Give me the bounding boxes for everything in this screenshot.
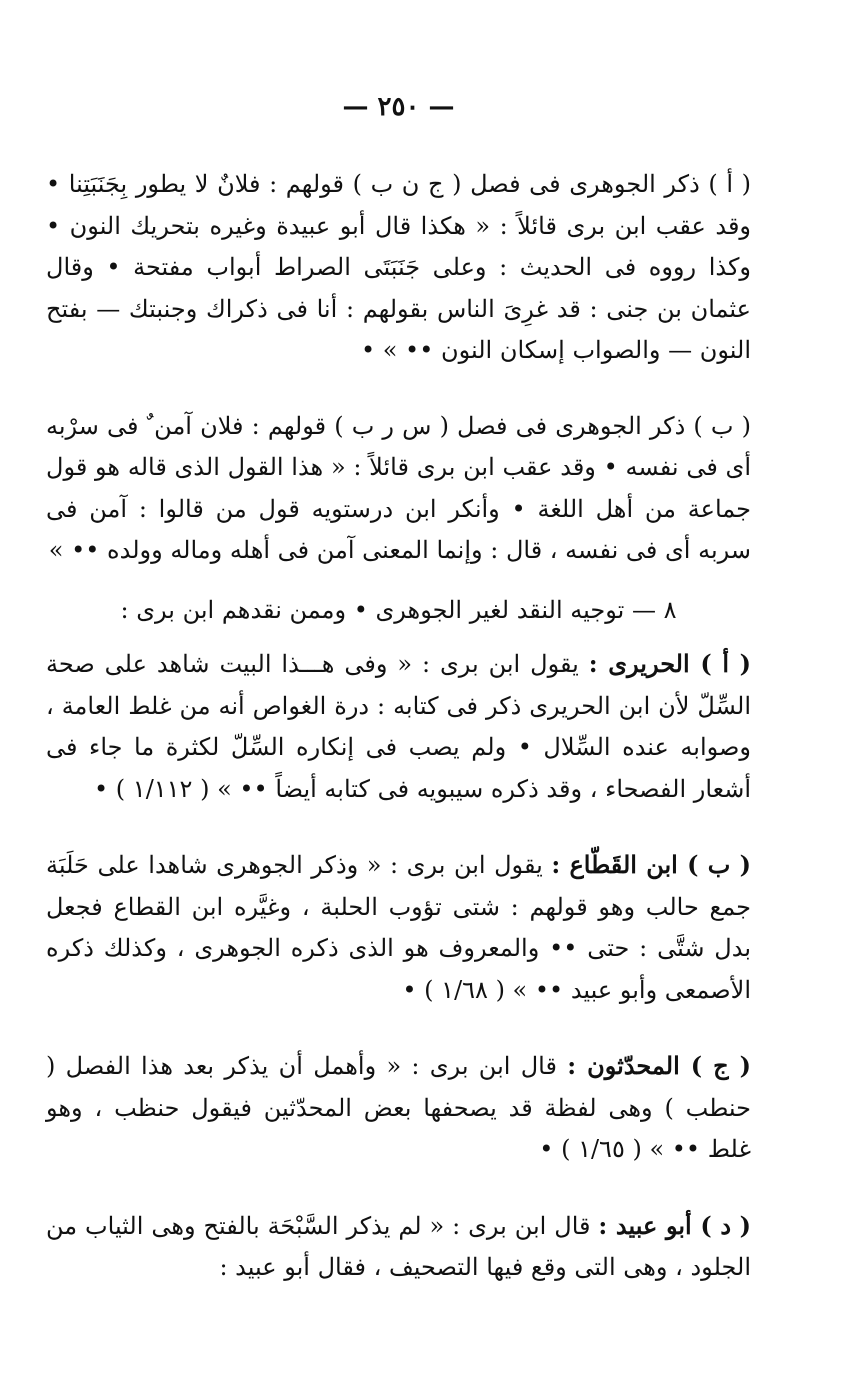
page-number: — ٢٥٠ — bbox=[342, 92, 455, 122]
paragraph-abu-ubaid bbox=[46, 1205, 751, 1289]
paragraph-text: يقول ابن برى : « وفى هـــذا البيت شاهد على صحة السِّلّ لأن ابن الحريرى ذكر فى كتابه : درة الغواص أنه من غلط العامة ، وصوابه عنده السِّلال • ولم يصب فى إنكاره السِّلّ لكثرة ما جاء فى أشعار الفصحاء ، وقد ذكره سيبويه فى كتابه أيضاً •• » ( ١/١١٢ ) • bbox=[46, 650, 751, 803]
paragraph-muhaddithun bbox=[46, 1045, 751, 1171]
paragraph-lead: ( أ ) ذكر الجوهرى فى فصل ( ج ن ب ) قولهم : فلانٌ لا يطور bbox=[135, 170, 751, 198]
paragraph-text: قال ابن برى : « وأهمل أن يذكر بعد هذا الفصل ( حنطب ) وهى لفظة قد يصحفها بعض المحدّثين فيقول حنظب ، وهو غلط •• » ( ١/٦٥ ) • bbox=[46, 1052, 751, 1163]
paragraph-text: بِجَنَبَتِنا • وقد عقب ابن برى قائلاً : « هكذا قال أبو عبيدة وغيره بتحريك النون • وكذا رووه فى الحديث : وعلى جَنَبَتَى الصراط أبواب مفتحة • وقال عثمان بن جنى : قد غرِىَ الناس بقولهم : أنا فى ذكراك وجنبتك — بفتح النون — والصواب إسكان النون •• » • bbox=[46, 170, 751, 364]
paragraph-lead: ( ب ) ابن القَطّاع : bbox=[551, 850, 751, 879]
paragraph-lead: ( أ ) الحريرى : bbox=[588, 649, 751, 678]
paragraph-lead: ( ج ) المحدّثون : bbox=[567, 1051, 751, 1080]
paragraph-text: سرْبه أى فى نفسه • وقد عقب ابن برى قائلاً : « هذا القول الذى قاله هو قول جماعة من أهل اللغة • وأنكر ابن درستويه قول من قالوا : آمن فى سربه أى فى نفسه ، قال : وإنما المعنى آمن فى أهله وماله وولده •• » bbox=[46, 411, 751, 564]
paragraph-text: يقول ابن برى : « وذكر الجوهرى شاهدا على حَلَبَة جمع حالب وهو قولهم : شتى تؤوب الحلبة ، وغيَّره ابن القطاع فجعل بدل شتَّى : حتى •• والمعروف هو الذى ذكره الجوهرى ، وكذلك ذكره الأصمعى وأبو عبيد •• » ( ١/٦٨ ) • bbox=[46, 851, 751, 1004]
paragraph-lead: ( ب ) ذكر الجوهرى فى فصل ( س ر ب ) قولهم : فلان آمن ٌ فى bbox=[107, 411, 751, 440]
paragraph-ibn-qattaa bbox=[46, 844, 751, 1011]
paragraph-lead: ( د ) أبو عبيد : bbox=[598, 1210, 751, 1240]
paragraph-text: قال ابن برى : « لم يذكر السَّبْحَة بالفتح وهى الثياب من الجلود ، وهى التى وقع فيها التصحيف ، فقال أبو عبيد : bbox=[46, 1211, 751, 1281]
paragraph-hariri bbox=[46, 643, 751, 810]
paragraph-a-jnb bbox=[46, 164, 751, 372]
section-heading: ٨ — توجيه النقد لغير الجوهرى • وممن نقدهم ابن برى : bbox=[120, 595, 677, 624]
paragraph-b-srb bbox=[46, 406, 751, 572]
